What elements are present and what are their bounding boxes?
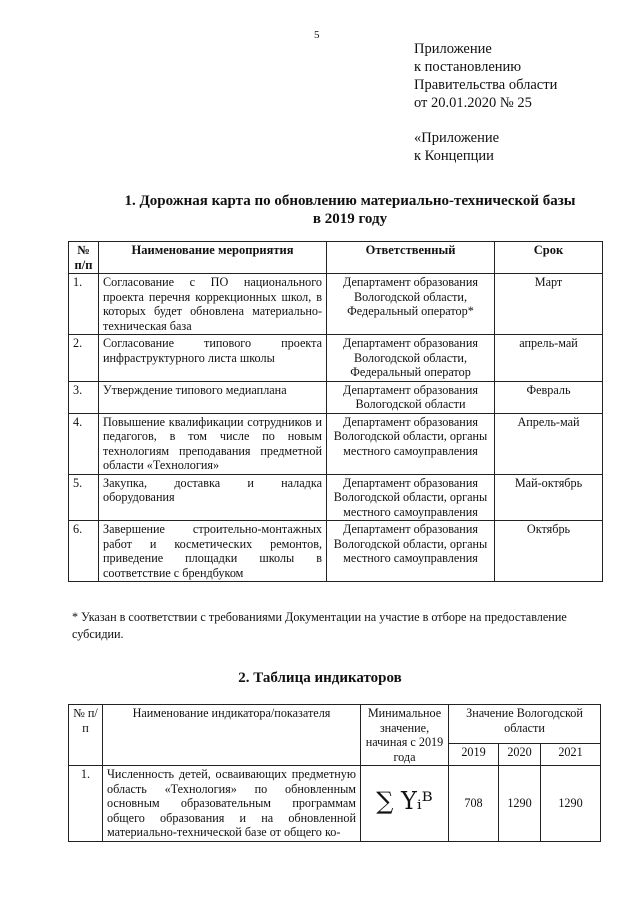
- cell-resp: Департамент образования Вологодской области, Федеральный оператор: [327, 335, 495, 382]
- appendix-header-concept: [414, 129, 499, 165]
- table-row: [69, 766, 601, 842]
- table-row: [69, 274, 603, 335]
- header-resp: Ответственный: [327, 242, 495, 274]
- cell-resp: Департамент образования Вологодской области, органы местного самоуправления: [327, 521, 495, 582]
- table-header-row: [69, 242, 603, 274]
- header-num: № п/п: [69, 705, 103, 766]
- header-num: № п/п: [69, 242, 99, 274]
- sum-formula: ∑ Yᵢᴮ: [376, 787, 433, 815]
- cell-name: Численность детей, осваивающих предметную область «Технология» по обновленным основным образовательным программам общего образования и на обновленной материально-технической базе от общего ко-: [103, 766, 361, 842]
- cell-term: Февраль: [495, 381, 603, 413]
- header-year: 2020: [499, 744, 541, 766]
- cell-resp: Департамент образования Вологодской области: [327, 381, 495, 413]
- appendix-line: Правительства области: [414, 77, 558, 93]
- header-name: Наименование индикатора/показателя: [103, 705, 361, 766]
- table-row: [69, 381, 603, 413]
- cell-value: 1290: [541, 766, 601, 842]
- header-value-group: Значение Вологодской области: [449, 705, 601, 744]
- cell-value: 1290: [499, 766, 541, 842]
- cell-num: 4.: [69, 413, 99, 474]
- cell-num: 1.: [69, 766, 103, 842]
- appendix-header: [414, 40, 557, 112]
- appendix-line: Приложение: [414, 41, 492, 57]
- section1-title-line1: 1. Дорожная карта по обновлению материально-технической базы: [124, 193, 576, 209]
- cell-name: Закупка, доставка и наладка оборудования: [99, 474, 327, 521]
- cell-num: 2.: [69, 335, 99, 382]
- header-year: 2021: [541, 744, 601, 766]
- cell-term: апрель-май: [495, 335, 603, 382]
- cell-term: Май-октябрь: [495, 474, 603, 521]
- cell-name: Повышение квалификации сотрудников и педагогов, в том числе по новым технологиям преподавания предметной области «Технология»: [99, 413, 327, 474]
- appendix-line: от 20.01.2020 № 25: [414, 95, 532, 111]
- footnote: * Указан в соответствии с требованиями Документации на участие в отборе на предоставление субсидии.: [72, 610, 567, 641]
- table-row: [69, 413, 603, 474]
- cell-term: Октябрь: [495, 521, 603, 582]
- cell-name: Завершение строительно-монтажных работ и косметических ремонтов, приведение площадки школы в соответствие с брендбуком: [99, 521, 327, 582]
- cell-num: 1.: [69, 274, 99, 335]
- cell-term: Март: [495, 274, 603, 335]
- section2-title: 2. Таблица индикаторов: [238, 670, 402, 686]
- table-row: [69, 335, 603, 382]
- appendix-line: «Приложение: [414, 130, 500, 146]
- roadmap-table: [68, 241, 603, 582]
- cell-name: Согласование с ПО национального проекта перечня коррекционных школ, в которых будет обновлена материально-техническая база: [99, 274, 327, 335]
- header-name: Наименование мероприятия: [99, 242, 327, 274]
- header-year: 2019: [449, 744, 499, 766]
- appendix-line: к постановлению: [414, 59, 522, 75]
- appendix-line: к Концепции: [414, 148, 494, 164]
- table-header-row: [69, 705, 601, 744]
- cell-value: 708: [449, 766, 499, 842]
- cell-resp: Департамент образования Вологодской области, органы местного самоуправления: [327, 474, 495, 521]
- cell-num: 3.: [69, 381, 99, 413]
- cell-num: 5.: [69, 474, 99, 521]
- cell-formula: [361, 766, 449, 842]
- cell-resp: Департамент образования Вологодской области, Федеральный оператор*: [327, 274, 495, 335]
- cell-resp: Департамент образования Вологодской области, органы местного самоуправления: [327, 413, 495, 474]
- header-min: Минимальное значение, начиная с 2019 года: [361, 705, 449, 766]
- section1-title-line2: в 2019 году: [312, 211, 388, 227]
- header-term: Срок: [495, 242, 603, 274]
- section1-title: [100, 192, 600, 228]
- page-number: 5: [314, 29, 320, 41]
- cell-num: 6.: [69, 521, 99, 582]
- cell-term: Апрель-май: [495, 413, 603, 474]
- indicators-table: [68, 704, 601, 842]
- table-row: [69, 474, 603, 521]
- cell-name: Согласование типового проекта инфраструктурного листа школы: [99, 335, 327, 382]
- table-row: [69, 521, 603, 582]
- cell-name: Утверждение типового медиаплана: [99, 381, 327, 413]
